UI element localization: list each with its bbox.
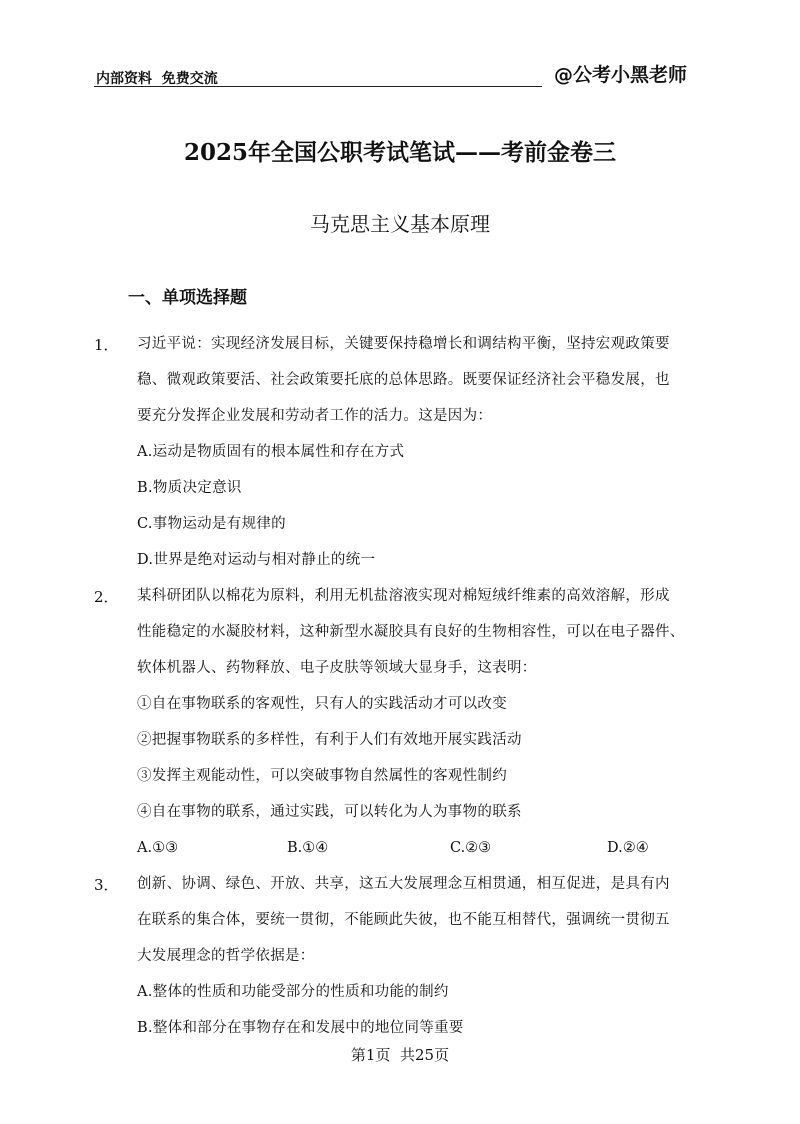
question-stem-line: 要充分发挥企业发展和劳动者工作的活力。这是因为： <box>137 408 493 424</box>
statement-4: ④自在事物的联系，通过实践，可以转化为人为事物的联系 <box>137 804 522 820</box>
question-stem-line: 稳、微观政策要活、社会政策要托底的总体思路。既要保证经济社会平稳发展，也 <box>137 372 670 388</box>
option-b: B.①④ <box>287 840 329 856</box>
question-body <box>137 334 707 586</box>
question-stem-line: 大发展理念的哲学依据是： <box>137 948 315 964</box>
statement-3: ③发挥主观能动性，可以突破事物自然属性的客观性制约 <box>137 768 507 784</box>
statement-1: ①自在事物联系的客观性，只有人的实践活动才可以改变 <box>137 696 507 712</box>
option-a: A.运动是物质固有的根本属性和存在方式 <box>137 444 405 460</box>
option-d: D.世界是绝对运动与相对静止的统一 <box>137 552 376 568</box>
option-d: D.②④ <box>607 840 649 856</box>
option-a: A.整体的性质和功能受部分的性质和功能的制约 <box>137 984 449 1000</box>
option-a: A.①③ <box>137 840 179 856</box>
statement-2: ②把握事物联系的多样性，有利于人们有效地开展实践活动 <box>137 732 522 748</box>
header-right-text: @公考小黑老师 <box>553 64 687 86</box>
question-stem-line: 某科研团队以棉花为原料，利用无机盐溶液实现对棉短绒纤维素的高效溶解，形成 <box>137 588 670 604</box>
options-row <box>137 838 707 874</box>
question-number: 3． <box>94 876 119 894</box>
section-heading: 一、单项选择题 <box>128 288 247 308</box>
question-stem-line: 在联系的集合体，要统一贯彻，不能顾此失彼，也不能互相替代，强调统一贯彻五 <box>137 912 670 928</box>
question-stem-line: 创新、协调、绿色、开放、共享，这五大发展理念互相贯通，相互促进，是具有内 <box>137 876 670 892</box>
question-stem-line: 软体机器人、药物释放、电子皮肤等领域大显身手，这表明： <box>137 660 537 676</box>
question-stem-line: 性能稳定的水凝胶材料，这种新型水凝胶具有良好的生物相容性，可以在电子器件、 <box>137 624 685 640</box>
page-footer: 第1页 共25页 <box>350 1046 450 1064</box>
option-c: C.事物运动是有规律的 <box>137 516 286 532</box>
question-number: 1． <box>94 336 119 354</box>
question-number: 2． <box>94 588 119 606</box>
question-body <box>137 874 707 1054</box>
page-header <box>94 60 687 90</box>
header-rule <box>94 86 542 87</box>
page-title: 2025年全国公职考试笔试——考前金卷三 <box>183 139 616 166</box>
question-stem-line: 习近平说：实现经济发展目标，关键要保持稳增长和调结构平衡，坚持宏观政策要 <box>137 336 670 352</box>
page-subtitle: 马克思主义基本原理 <box>310 212 490 236</box>
option-b: B.物质决定意识 <box>137 480 242 496</box>
option-b: B.整体和部分在事物存在和发展中的地位同等重要 <box>137 1020 464 1036</box>
question-body <box>137 586 707 874</box>
header-left-text: 内部资料 免费交流 <box>96 71 218 87</box>
option-c: C.②③ <box>450 840 492 856</box>
